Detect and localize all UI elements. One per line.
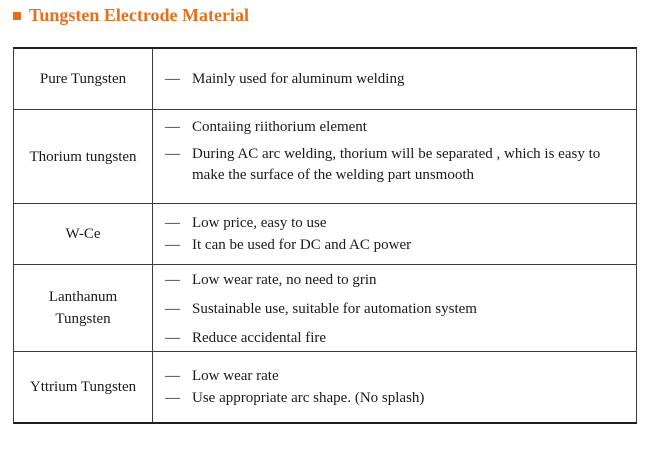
- material-name: Pure Tungsten: [14, 49, 153, 109]
- item-text: Use appropriate arc shape. (No splash): [192, 389, 425, 406]
- electrode-material-table: [13, 47, 637, 424]
- material-description: [153, 110, 636, 203]
- dash-bullet: —: [165, 301, 180, 317]
- item-text: Low wear rate, no need to grin: [192, 272, 377, 288]
- material-description: [153, 204, 636, 264]
- list-item: [165, 388, 630, 409]
- dash-bullet: —: [165, 330, 180, 346]
- dash-bullet: —: [165, 236, 180, 253]
- table-row: [14, 49, 636, 109]
- list-item: [165, 328, 630, 349]
- material-description: [153, 265, 636, 351]
- list-item: [165, 69, 630, 90]
- material-name: Yttrium Tungsten: [14, 352, 153, 422]
- dash-bullet: —: [165, 389, 180, 406]
- dash-bullet: —: [165, 272, 180, 288]
- table-row: [14, 351, 636, 422]
- material-description: [153, 352, 636, 422]
- list-item: [165, 366, 630, 387]
- dash-bullet: —: [165, 70, 180, 87]
- dash-bullet: —: [165, 214, 180, 231]
- material-name: W-Ce: [14, 204, 153, 264]
- material-name: Thorium tungsten: [14, 110, 153, 203]
- table-row: [14, 109, 636, 203]
- dash-bullet: —: [165, 119, 180, 135]
- table-row: [14, 203, 636, 264]
- table-row: [14, 264, 636, 351]
- list-item: [165, 144, 630, 186]
- material-name: Lanthanum Tungsten: [14, 265, 153, 351]
- item-text: During AC arc welding, thorium will be separated , which is easy to make the surface of the welding part unsmooth: [192, 146, 601, 183]
- square-bullet-icon: [13, 12, 21, 20]
- item-text: Contaiing riithorium element: [192, 119, 367, 135]
- item-text: Low price, easy to use: [192, 214, 327, 231]
- list-item: [165, 117, 630, 138]
- list-item: [165, 213, 630, 234]
- dash-bullet: —: [165, 146, 180, 162]
- heading-title: Tungsten Electrode Material: [29, 4, 249, 25]
- material-description: [153, 49, 636, 109]
- list-item: [165, 270, 630, 291]
- dash-bullet: —: [165, 367, 180, 384]
- list-item: [165, 235, 630, 256]
- list-item: [165, 299, 630, 320]
- item-text: It can be used for DC and AC power: [192, 236, 412, 253]
- item-text: Sustainable use, suitable for automation system: [192, 301, 477, 317]
- item-text: Mainly used for aluminum welding: [192, 70, 405, 87]
- section-heading: [13, 3, 249, 27]
- item-text: Reduce accidental fire: [192, 330, 327, 346]
- item-text: Low wear rate: [192, 367, 279, 384]
